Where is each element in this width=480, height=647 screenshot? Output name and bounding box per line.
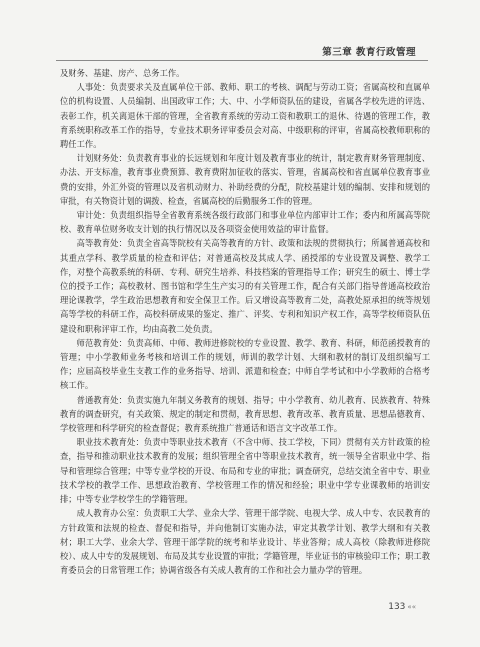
paragraph: 成人教育办公室：负责职工大学、业余大学、管理干部学院、电视大学、成人中专、农民教育的方针政策和法规的检查、督促和指导，并向他制订实施办法，审定其教学计划、教学大纲和有关教材；职工大学、业余大学、管理干部学院的统考和毕业设计、毕业答辩；成人高校（除教师进修院校）、成人中专的发展规划、布局及其专业设置的审批；学籍管理，毕业证书的审核验印工作；职工教育委员会的日常管理工作；协调省级各有关成人教育的工作和社会力量办学的管理。 bbox=[60, 508, 430, 576]
body-text bbox=[60, 66, 430, 577]
paragraph: 及财务、基建、房产、总务工作。 bbox=[60, 68, 185, 78]
paragraph: 计划财务处：负责教育事业的长远规划和年度计划及教育事业的统计，制定教育财务管理制度、办法、开支标准，教育事业费预算、教育费附加征收的落实、管理，省属高校和省直属单位教育事业费的安排，外汇外资的管理以及省机动财力、补助经费的分配，院校基建计划的编制、安排和规划的审批，有关物资计划的调拨、检查，省属高校的后勤服务工作的管理。 bbox=[60, 153, 430, 206]
paragraph: 师范教育处：负责高师、中师、教师进修院校的专业设置、教学、教育、科研，师范函授教育的管理；中小学教师业务考核和培训工作的规划，师训的教学计划、大纲和教材的制订及组织编写工作；应届高校毕业生支教工作的业务指导、培训、派遣和检查；中师自学考试和中小学教师的合格考核工作。 bbox=[60, 337, 430, 391]
paragraph: 人事处：负责要求关及直属单位干部、教师、职工的考核、调配与劳动工资；省属高校和直属单位的机构设置、人员编制、出国政审工作；大、中、小学师资队伍的建设，省属各学校先进的评选、表彰工作，机关离退休干部的管理，全省教育系统的劳动工资和教职工的退休、待遇的管理工作，教育系统职称改革工作的指导，专业技术职务评审委员会对高、中级职称的评审，省属高校教师职称的聘任工作。 bbox=[60, 82, 430, 150]
paragraph: 职业技术教育处：负责中等职业技术教育（不含中师、技工学校，下同）贯彻有关方针政策的检查，指导和推动职业技术教育的发展；组织管理全省中等职业技术教育，统一领导全省职业中学、指导和管理综合管理；中等专业学校的开设、布局和专业的审批；调查研究，总结交流全省中专、职业技术学校的教学工作、思想政治教育、学校管理工作的情况和经验；职业中学专业课教师的培训安排；中等专业学校学生的学籍管理。 bbox=[60, 437, 430, 505]
header-rule bbox=[56, 60, 428, 61]
page-number: 133 bbox=[388, 602, 406, 612]
paragraph: 普通教育处：负责实施九年制义务教育的规划、指导；中小学教育、幼儿教育、民族教育、特殊教育的调查研究，有关政策、规定的制定和贯彻，教育思想、教育改革、教育质量、思想品德教育、学校管理和科学研究的检查督促；教育系统推广普通话和语言文字改革工作。 bbox=[60, 394, 430, 434]
page-footer bbox=[388, 602, 416, 612]
chapter-header: 第三章 教育行政管理 bbox=[322, 47, 416, 58]
paragraph: 审计处：负责组织指导全省教育系统各级行政部门和事业单位内部审计工作；委内和所属高等院校、教育单位财务收支计划的执行情况以及各项资金使用效益的审计监督。 bbox=[60, 210, 430, 235]
paragraph: 高等教育处：负责全省高等院校有关高等教育的方针、政策和法规的贯彻执行；所属普通高校和其重点学科、教学质量的检查和评估；对普通高校及其成人学、函授部的专业设置及调整、教学工作，对整个高教系统的科研、专利、研究生培养、科技档案的管理指导工作；研究生的硕士、博士学位的授予工作；高校教材、图书馆和学生生产实习的有关管理工作，配合有关部门指导普通高校政治理论课教学，学生政治思想教育和安全保卫工作。后又增设高等教育二处，高教处原承担的统等规划高等学校的科研工作，高校科研成果的鉴定、推广、评奖、专利和知识产权工作，高等学校师资队伍建设和职称评审工作，均由高教二处负责。 bbox=[60, 238, 430, 334]
page-number-mark: «« bbox=[407, 603, 416, 611]
